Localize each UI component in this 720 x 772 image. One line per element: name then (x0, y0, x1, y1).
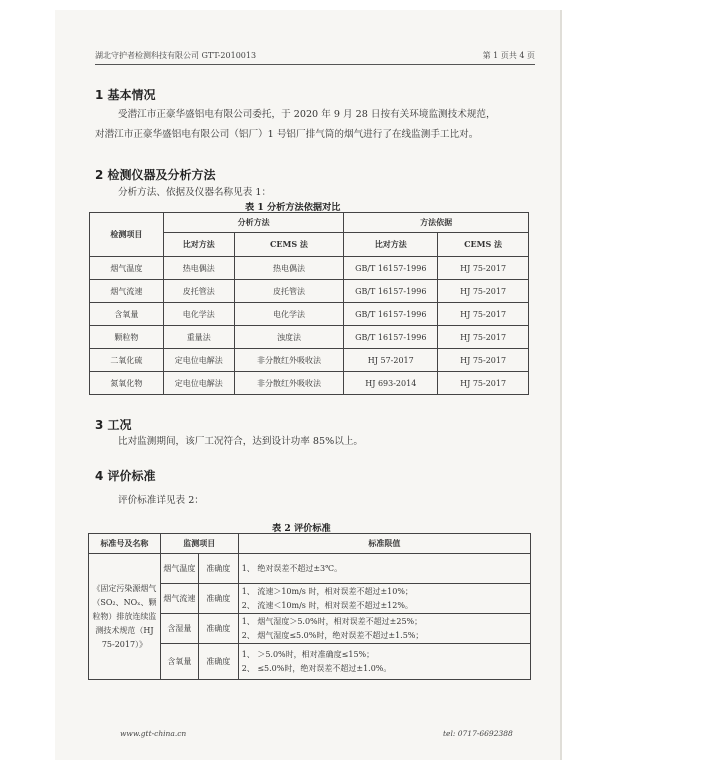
table-row (90, 257, 529, 280)
section-2-title: 2 检测仪器及分析方法 (95, 168, 216, 182)
table-2-header-limit: 标准限值 (238, 534, 530, 554)
limit-line: 2、 烟气湿度≤5.0%时，绝对误差不超过±1.5%； (241, 630, 424, 640)
table-cell: GB/T 16157-1996 (344, 257, 438, 280)
table-cell: 二氧化硫 (90, 349, 164, 372)
table-cell (238, 554, 530, 584)
table-cell: 准确度 (198, 644, 238, 680)
table-row (90, 326, 529, 349)
table-2-header-std: 标准号及名称 (89, 534, 161, 554)
table-2-header-item: 监测项目 (160, 534, 238, 554)
section-1-title: 1 基本情况 (95, 88, 156, 102)
standard-name: 《固定污染源烟气（SO₂、NOₓ、颗粒物）排放连续监测技术规范（HJ 75-2017）》 (89, 554, 161, 680)
limit-line: 1、 烟气湿度＞5.0%时，相对误差不超过±25%； (241, 616, 423, 626)
section-3-title: 3 工况 (95, 418, 132, 432)
footer-website: www.gtt-china.cn (120, 729, 187, 738)
table-cell: 含氧量 (90, 303, 164, 326)
section-4-title: 4 评价标准 (95, 469, 156, 483)
table-cell: HJ 75-2017 (438, 349, 529, 372)
table-cell: 定电位电解法 (163, 349, 234, 372)
table-row (89, 554, 531, 584)
table-cell: 热电偶法 (163, 257, 234, 280)
table-cell: 含氧量 (160, 644, 198, 680)
table-1-header-item: 检测项目 (90, 213, 164, 257)
table-cell: 含湿量 (160, 614, 198, 644)
table-1-header-cems: CEMS 法 (234, 233, 344, 257)
table-cell: 准确度 (198, 584, 238, 614)
table-1-header-compare: 比对方法 (163, 233, 234, 257)
table-cell: HJ 693-2014 (344, 372, 438, 395)
limit-line: 1、 ＞5.0%时，相对准确度≤15%； (241, 649, 375, 659)
limit-line: 2、 ≤5.0%时，绝对误差不超过±1.0%。 (241, 663, 392, 673)
table-1-header-cems-basis: CEMS 法 (438, 233, 529, 257)
table-cell: 烟气流速 (90, 280, 164, 303)
table-cell: HJ 75-2017 (438, 372, 529, 395)
table-1-header-compare-basis: 比对方法 (344, 233, 438, 257)
table-cell: 颗粒物 (90, 326, 164, 349)
table-cell: 浊度法 (234, 326, 344, 349)
table-cell: GB/T 16157-1996 (344, 326, 438, 349)
table-1-header-analysis: 分析方法 (163, 213, 344, 233)
table-cell: HJ 75-2017 (438, 326, 529, 349)
table-1 (89, 212, 529, 395)
footer-phone: tel: 0717-6692388 (443, 729, 513, 738)
table-row (90, 303, 529, 326)
table-cell: 准确度 (198, 614, 238, 644)
table-cell: 皮托管法 (163, 280, 234, 303)
table-cell: 烟气温度 (90, 257, 164, 280)
section-4-intro: 评价标准详见表 2： (118, 495, 204, 506)
table-cell: GB/T 16157-1996 (344, 303, 438, 326)
table-cell: HJ 75-2017 (438, 257, 529, 280)
limit-line: 1、 绝对误差不超过±3℃。 (241, 564, 343, 573)
table-cell: 氮氧化物 (90, 372, 164, 395)
section-2-intro: 分析方法、依据及仪器名称见表 1： (118, 187, 272, 198)
table-cell: HJ 57-2017 (344, 349, 438, 372)
table-cell: HJ 75-2017 (438, 280, 529, 303)
table-1-header-basis: 方法依据 (344, 213, 529, 233)
table-cell: 非分散红外吸收法 (234, 349, 344, 372)
limit-line: 2、 流速＜10m/s 时，相对误差不超过±12%。 (241, 600, 413, 610)
section-1-para-line1: 受潜江市正豪华盛铝电有限公司委托，于 2020 年 9 月 28 日按有关环境监测技术规范， (118, 109, 496, 120)
section-1-para-line2: 对潜江市正豪华盛铝电有限公司（铝厂）1 号铝厂排气筒的烟气进行了在线监测手工比对。 (95, 129, 479, 140)
table-cell: 电化学法 (234, 303, 344, 326)
table-cell (238, 614, 530, 644)
table-cell: 电化学法 (163, 303, 234, 326)
table-2 (88, 533, 531, 680)
table-cell (238, 644, 530, 680)
table-row (90, 349, 529, 372)
table-2-caption: 表 2 评价标准 (272, 523, 331, 534)
header-page-number: 第 1 页共 4 页 (482, 51, 535, 60)
table-cell: 烟气流速 (160, 584, 198, 614)
table-cell: 准确度 (198, 554, 238, 584)
table-row (90, 280, 529, 303)
table-cell: 定电位电解法 (163, 372, 234, 395)
header-company: 湖北守护者检测科技有限公司 GTT-2010013 (95, 51, 257, 60)
table-cell: 皮托管法 (234, 280, 344, 303)
limit-line: 1、 流速＞10m/s 时，相对误差不超过±10%； (241, 586, 413, 596)
table-cell: 烟气温度 (160, 554, 198, 584)
section-3-para: 比对监测期间，该厂工况符合，达到设计功率 85%以上。 (118, 436, 364, 447)
table-row (90, 372, 529, 395)
table-cell: 热电偶法 (234, 257, 344, 280)
table-cell: 非分散红外吸收法 (234, 372, 344, 395)
page-header (95, 50, 535, 65)
table-cell: 重量法 (163, 326, 234, 349)
table-1-caption: 表 1 分析方法依据对比 (245, 202, 341, 213)
table-cell (238, 584, 530, 614)
table-cell: GB/T 16157-1996 (344, 280, 438, 303)
table-cell: HJ 75-2017 (438, 303, 529, 326)
